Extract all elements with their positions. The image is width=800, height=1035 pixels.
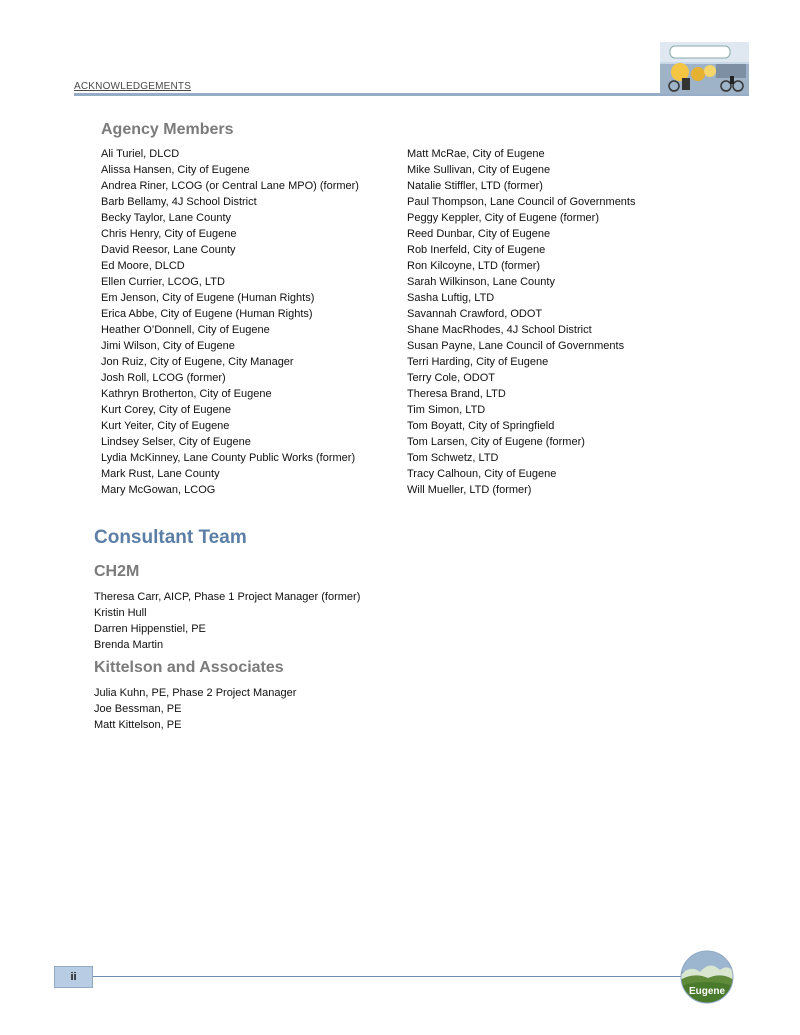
list-item: Matt Kittelson, PE <box>94 719 182 731</box>
list-item: Chris Henry, City of Eugene <box>101 228 237 240</box>
ch2m-member-list <box>94 589 360 653</box>
list-item: Rob Inerfeld, City of Eugene <box>407 244 546 256</box>
header-rule <box>74 93 749 96</box>
list-item: Lydia McKinney, Lane County Public Works (former) <box>101 452 356 464</box>
agency-members-left-list <box>101 146 359 498</box>
list-item: Brenda Martin <box>94 639 164 651</box>
list-item: Tracy Calhoun, City of Eugene <box>407 468 557 480</box>
list-item: Jon Ruiz, City of Eugene, City Manager <box>101 356 294 368</box>
list-item: Andrea Riner, LCOG (or Central Lane MPO) (former) <box>101 180 359 192</box>
list-item: Savannah Crawford, ODOT <box>407 308 543 320</box>
list-item: Ron Kilcoyne, LTD (former) <box>407 260 541 272</box>
list-item: Becky Taylor, Lane County <box>101 212 232 224</box>
list-item: Susan Payne, Lane Council of Governments <box>407 340 625 352</box>
consultant-team-heading: Consultant Team <box>94 527 247 548</box>
list-item: Peggy Keppler, City of Eugene (former) <box>407 212 599 224</box>
list-item: Erica Abbe, City of Eugene (Human Rights) <box>101 308 313 320</box>
list-item: Sasha Luftig, LTD <box>407 292 495 304</box>
list-item: Ellen Currier, LCOG, LTD <box>101 276 225 288</box>
list-item: Tom Schwetz, LTD <box>407 452 499 464</box>
header-transport-illustration <box>660 42 749 94</box>
ch2m-heading: CH2M <box>94 563 140 580</box>
list-item: Sarah Wilkinson, Lane County <box>407 276 555 288</box>
list-item: Reed Dunbar, City of Eugene <box>407 228 551 240</box>
list-item: Kristin Hull <box>94 607 147 619</box>
page-number: ii <box>54 966 93 988</box>
logo-text: Eugene <box>688 986 726 997</box>
list-item: Barb Bellamy, 4J School District <box>101 196 257 208</box>
list-item: Heather O’Donnell, City of Eugene <box>101 324 270 336</box>
list-item: Alissa Hansen, City of Eugene <box>101 164 250 176</box>
list-item: Lindsey Selser, City of Eugene <box>101 436 251 448</box>
list-item: Jimi Wilson, City of Eugene <box>101 340 235 352</box>
list-item: Mark Rust, Lane County <box>101 468 220 480</box>
kittelson-heading: Kittelson and Associates <box>94 659 284 676</box>
list-item: Ali Turiel, DLCD <box>101 148 180 160</box>
footer-rule <box>93 976 693 977</box>
list-item: Will Mueller, LTD (former) <box>407 484 532 496</box>
list-item: Paul Thompson, Lane Council of Governments <box>407 196 636 208</box>
list-item: Kurt Yeiter, City of Eugene <box>101 420 230 432</box>
list-item: Terri Harding, City of Eugene <box>407 356 549 368</box>
header-label: ACKNOWLEDGEMENTS <box>74 81 192 92</box>
list-item: David Reesor, Lane County <box>101 244 236 256</box>
list-item: Tom Larsen, City of Eugene (former) <box>407 436 585 448</box>
list-item: Matt McRae, City of Eugene <box>407 148 545 160</box>
list-item: Tim Simon, LTD <box>407 404 486 416</box>
list-item: Mike Sullivan, City of Eugene <box>407 164 551 176</box>
list-item: Julia Kuhn, PE, Phase 2 Project Manager <box>94 687 297 699</box>
list-item: Ed Moore, DLCD <box>101 260 185 272</box>
list-item: Josh Roll, LCOG (former) <box>101 372 226 384</box>
list-item: Theresa Brand, LTD <box>407 388 506 400</box>
list-item: Kurt Corey, City of Eugene <box>101 404 232 416</box>
agency-members-heading: Agency Members <box>101 121 234 138</box>
eugene-logo <box>680 950 734 1004</box>
list-item: Theresa Carr, AICP, Phase 1 Project Manager (former) <box>94 591 361 603</box>
kittelson-member-list <box>94 685 296 733</box>
list-item: Darren Hippenstiel, PE <box>94 623 206 635</box>
list-item: Natalie Stiffler, LTD (former) <box>407 180 543 192</box>
agency-members-right-list <box>407 146 635 498</box>
list-item: Em Jenson, City of Eugene (Human Rights) <box>101 292 315 304</box>
list-item: Tom Boyatt, City of Springfield <box>407 420 555 432</box>
list-item: Shane MacRhodes, 4J School District <box>407 324 592 336</box>
list-item: Joe Bessman, PE <box>94 703 182 715</box>
list-item: Kathryn Brotherton, City of Eugene <box>101 388 272 400</box>
list-item: Mary McGowan, LCOG <box>101 484 216 496</box>
list-item: Terry Cole, ODOT <box>407 372 496 384</box>
